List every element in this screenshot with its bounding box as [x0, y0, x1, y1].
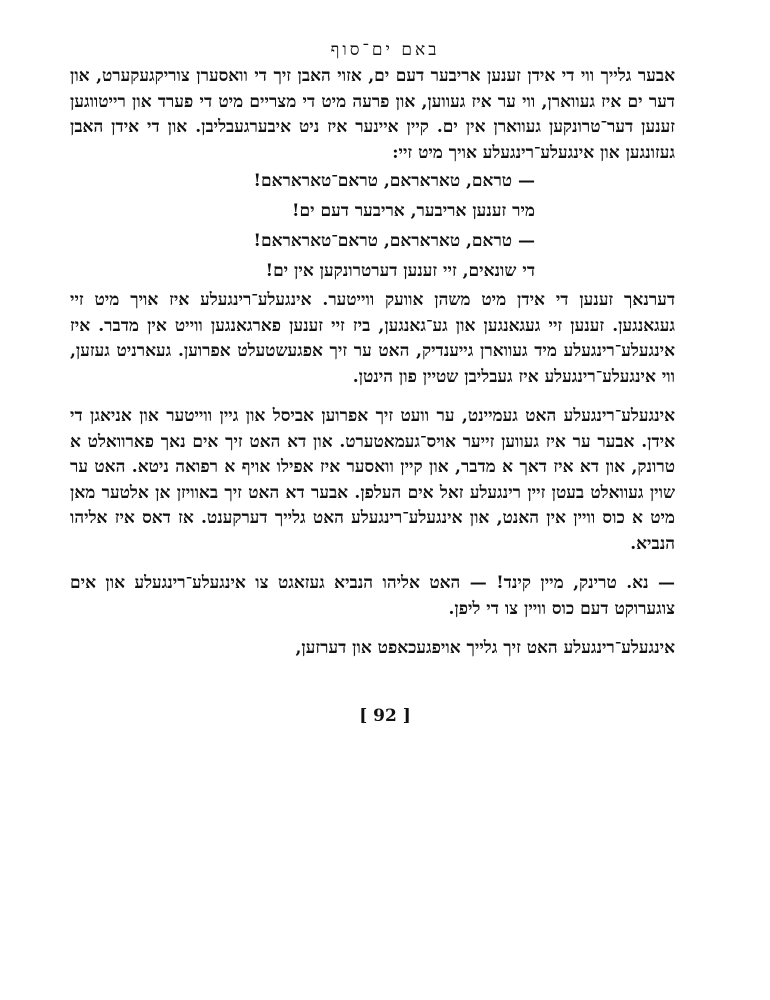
verse-line-3: — טראם, טאראראם, טראם־טאראראם!: [253, 231, 535, 251]
verse-line-2: מיר זענען אריבער, אריבער דעם ים!: [292, 201, 535, 221]
page-number: [ 92 ]: [359, 706, 411, 726]
text-block: [70, 64, 675, 676]
paragraph-4: — נא. טרינק, מיין קינד! — האט אליהו הנביא געזאגט צו אינגעלע־רינגעלע און אים צוגערוקט דעם כוס וויין צו די ליפן.: [70, 573, 675, 619]
verse-line-1: — טראם, טאראראם, טראם־טאראראם!: [253, 171, 535, 191]
paragraph-5: אינגעלע־רינגעלע האט זיך גלייך אויפגעכאפט און דערזען,: [295, 638, 675, 658]
paragraph-3: אינגעלע־רינגעלע האט געמיינט, ער וועט זיך אפרוען אביסל און גיין ווייטער און אניאגן די אידן. אבער ער איז געווען זייער אויס־געמאטערט. און דא האט זיך אים נאך פארוואלט א טרונק, און דא איז דאך א מדבר, און קיין וואסער איז אפילו אויף א רפואה ניטא. האט ער שוין געוואלט בעטן זיין רינגעלע זאל אים העלפן. אבער דא האט זיך באוויזן אן אלטער מאן מיט א כוס וויין אין האנט, און אינגעלע־רינגעלע האט גלייך דערקענט. אז דאס איז אליהו הנביא.: [70, 406, 675, 554]
running-head: באם ים־סוף: [330, 40, 440, 60]
paragraph-2: דערנאך זענען די אידן מיט משהן אוועק ווייטער. אינגעלע־רינגעלע איז אויך מיט זיי געגאנגען. זענען זיי געגאנגען און גע־גאנגען, ביז זיי זענען פארגאנגען ווייט אין מדבר. איז אינגעלע־רינגעלע מיד געווארן גייענדיק, האט ער זיך אפגעשטעלט אפרוען. געארניט געזען, ווי אינגעלע־רינגעלע איז געבליבן שטיין פון הינטן.: [70, 290, 675, 387]
verse-line-4: די שונאים, זיי זענען דערטרונקען אין ים!: [265, 261, 535, 281]
paragraph-1: אבער גלייך ווי די אידן זענען אריבער דעם ים, אזוי האבן זיך די וואסערן צוריקגעקערט, און דער ים איז געווארן, ווי ער איז געווען, און פרעה מיט די מצריים מיט די פערד און רייטווגען זענען דער־טרונקען געווארן אין ים. קיין איינער איז ניט איבערגעבליבן. און די אידן האבן געזונגען און אינגעלע־רינגעלע אויך מיט זיי:: [70, 66, 675, 163]
